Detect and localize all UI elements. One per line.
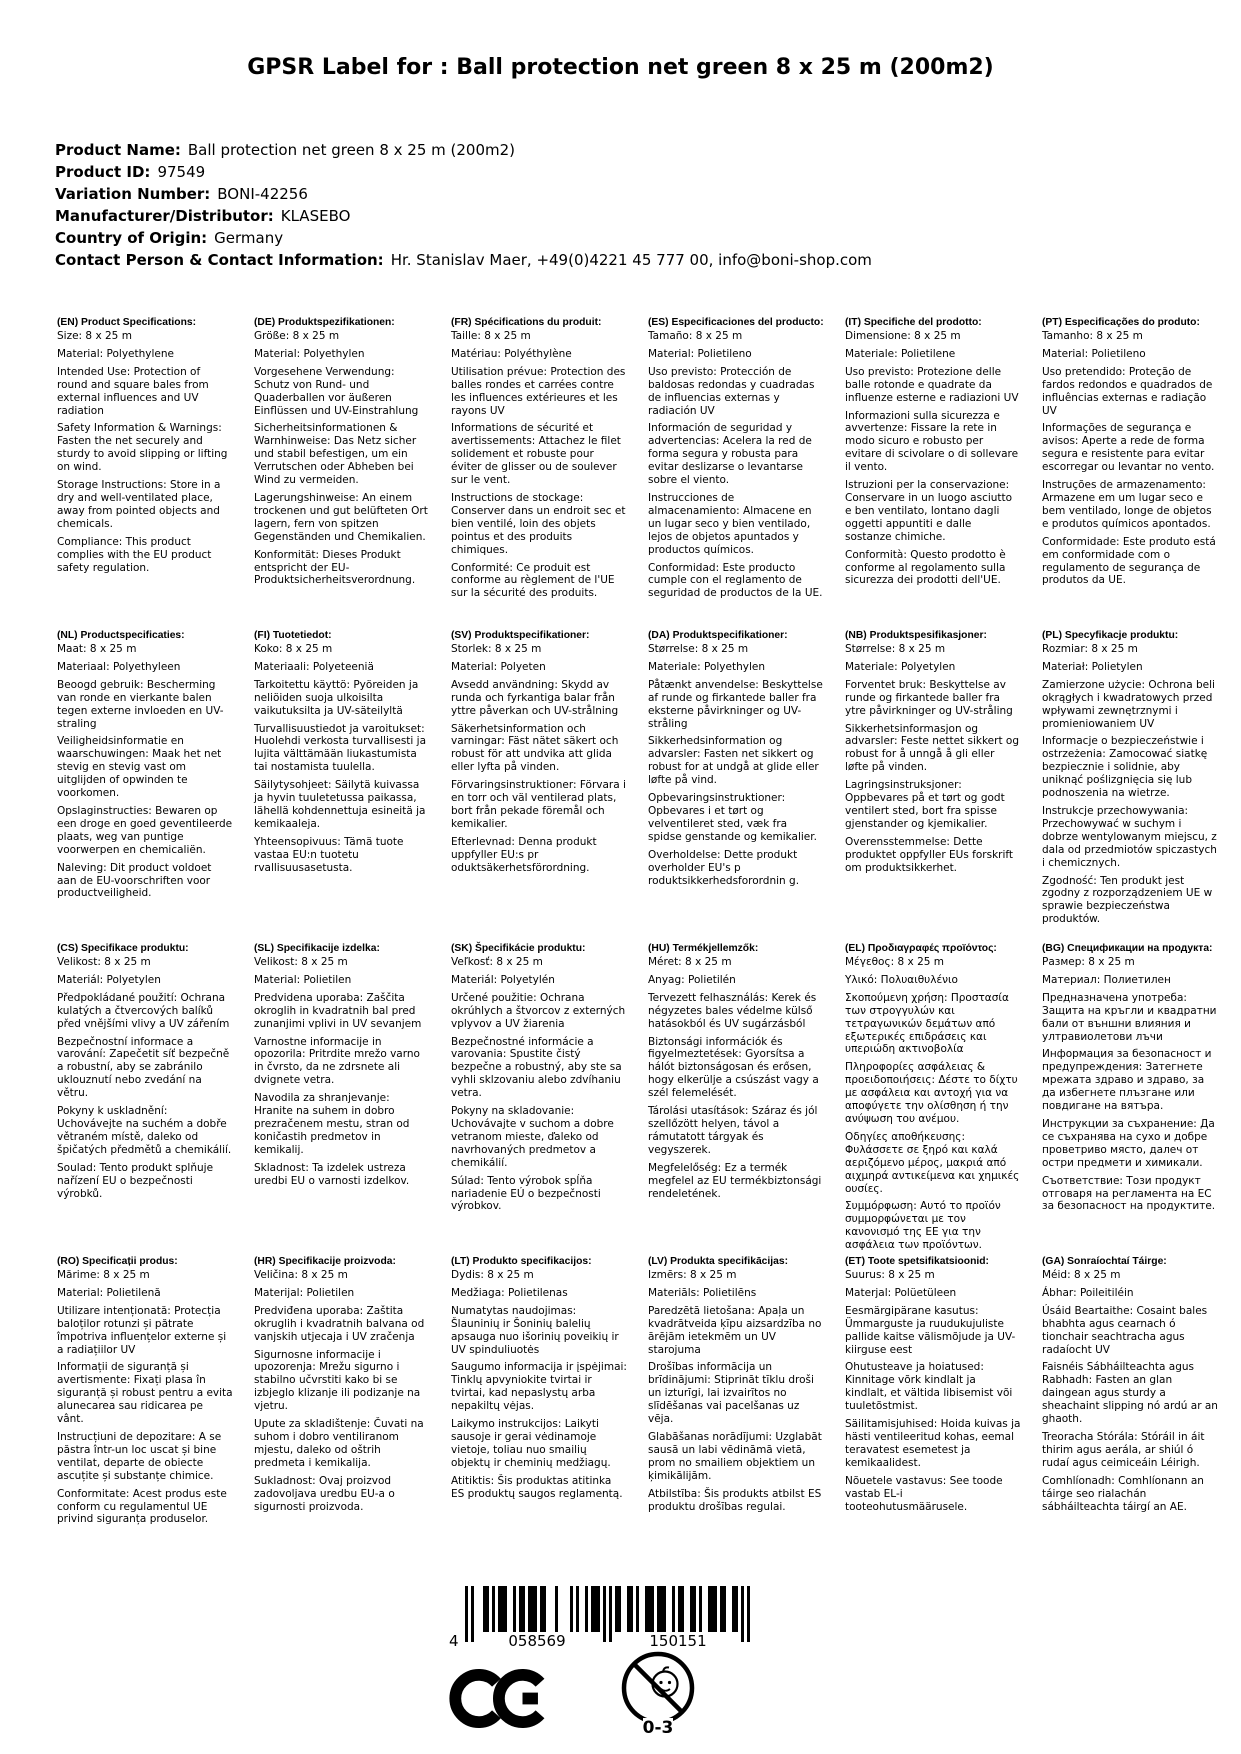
- barcode-digits: 4: [449, 1632, 459, 1650]
- spec-paragraph: Glabāšanas norādījumi: Uzglabāt sausā un labi vēdināmā vietā, prom no smailiem objektiem un ķimikālijām.: [648, 1430, 822, 1482]
- spec-paragraph: Bezpečnostné informácie a varovania: Spustite čistý bezpečne a robustný, aby ste sa vyhli sklzovaniu alebo zdvíhaniu vetra.: [451, 1035, 622, 1100]
- spec-paragraph: Ábhar: Poileitiléin: [1042, 1286, 1134, 1299]
- spec-paragraph: Tamanho: 8 x 25 m: [1042, 330, 1143, 342]
- spec-paragraph: Инструкции за съхранение: Да се съхранява на сухо и добре проветриво място, далеч от остри предмети и химикали.: [1042, 1117, 1215, 1169]
- spec-paragraph: Uso previsto: Protezione delle balle rotonde e quadrate da influenze esterne e radiazioni UV: [845, 365, 1019, 404]
- language-grid: [57, 316, 1223, 1568]
- lang-header: (GA) Sonraíochtaí Táirge:: [1042, 1256, 1167, 1267]
- spec-paragraph: Ohutusteave ja hoiatused: Kinnitage võrk kindlalt ja kindlalt, et vältida libisemist või tuuletõstmist.: [845, 1361, 1013, 1413]
- spec-paragraph: Suurus: 8 x 25 m: [845, 1269, 935, 1281]
- spec-paragraph: Předpokládané použití: Ochrana kulatých a čtvercových balíků před vnějšími vlivy a UV zářením: [57, 991, 230, 1030]
- info-row: [55, 183, 872, 205]
- spec-paragraph: Forventet bruk: Beskyttelse av runde og firkantede baller fra ytre påvirkninger og UV-stråling: [845, 678, 1013, 717]
- spec-paragraph: Säilitamisjuhised: Hoida kuivas ja hästi ventileeritud kohas, eemal teravatest esemetest ja kemikaalidest.: [845, 1418, 1021, 1469]
- spec-paragraph: Sikkerhedsinformation og advarsler: Fasten net sikkert og robust for at undgå at glide eller løfte på vind.: [648, 735, 819, 787]
- spec-paragraph: Súlad: Tento výrobok spĺňa nariadenie EÚ o bezpečnosti výrobkov.: [451, 1174, 601, 1213]
- product-info: [55, 139, 872, 271]
- lang-header: (CS) Specifikace produktu:: [57, 943, 189, 954]
- spec-paragraph: Conformitate: Acest produs este conform cu regulamentul UE privind siguranța produselor.: [57, 1487, 227, 1526]
- lang-block-sl: [254, 942, 430, 1255]
- spec-paragraph: Συμμόρφωση: Αυτό το προϊόν συμμορφώνεται με τον κανονισμό της ΕΕ για την ασφάλεια των προϊόντων.: [845, 1200, 1001, 1252]
- spec-paragraph: Säkerhetsinformation och varningar: Fäst nätet säkert och robust för att undvika att glida eller lyfta på vinden.: [451, 722, 619, 774]
- info-label: Product ID:: [55, 163, 151, 181]
- info-row: [55, 161, 872, 183]
- spec-paragraph: Material: Polietilenă: [57, 1286, 161, 1299]
- spec-paragraph: Πληροφορίες ασφάλειας & προειδοποιήσεις: Δέστε το δίχτυ με ασφάλεια και αντοχή για να αποφύγετε την ολίσθηση ή την ανύψωση του ανέμου.: [845, 1061, 1018, 1125]
- spec-paragraph: Sikkerhetsinformasjon og advarsler: Feste nettet sikkert og robust for å unngå å gli eller løfte på vinden.: [845, 722, 1019, 774]
- info-value: Hr. Stanislav Maer, +49(0)4221 45 777 00, info@boni-shop.com: [390, 251, 872, 269]
- spec-paragraph: Méret: 8 x 25 m: [648, 956, 732, 968]
- spec-paragraph: Konformität: Dieses Produkt entspricht der EU-Produktsicherheitsverordnung.: [254, 548, 416, 587]
- spec-paragraph: Predviđena uporaba: Zaštita okruglih i kvadratnih balvana od vanjskih utjecaja i UV zračenja: [254, 1304, 425, 1343]
- info-row: [55, 227, 872, 249]
- spec-paragraph: Dimensione: 8 x 25 m: [845, 330, 961, 342]
- spec-paragraph: Sukladnost: Ovaj proizvod zadovoljava uredbu EU-a o sigurnosti proizvoda.: [254, 1474, 395, 1513]
- lang-block-da: [648, 629, 824, 942]
- spec-paragraph: Matériau: Polyéthylène: [451, 347, 572, 360]
- spec-paragraph: Skladnost: Ta izdelek ustreza uredbi EU o varnosti izdelkov.: [254, 1161, 410, 1187]
- lang-block-hr: [254, 1255, 430, 1568]
- spec-paragraph: Vorgesehene Verwendung: Schutz von Rund- und Quaderballen vor äußeren Einflüssen und UV-Einstrahlung: [254, 365, 419, 417]
- spec-paragraph: Predvidena uporaba: Zaščita okroglih in kvadratnih bal pred zunanjimi vplivi in UV sevanjem: [254, 991, 422, 1030]
- spec-paragraph: Zamierzone użycie: Ochrona beli okrągłych i kwadratowych przed wpływami zewnętrznymi i promieniowaniem UV: [1042, 678, 1215, 730]
- spec-paragraph: Lagringsinstruksjoner: Oppbevares på et tørt og godt ventilert sted, bort fra spisse gjenstander og kjemikalier.: [845, 779, 1005, 830]
- spec-paragraph: Sigurnosne informacije i upozorenja: Mrežu sigurno i stabilno učvrstiti kako bi se izbjeglo klizanje ili podizanje na vjetru.: [254, 1348, 421, 1413]
- spec-paragraph: Materiāls: Polietilēns: [648, 1286, 757, 1299]
- spec-paragraph: Material: Polyeten: [451, 660, 546, 673]
- page-title: GPSR Label for : Ball protection net green 8 x 25 m (200m2): [247, 55, 994, 80]
- spec-paragraph: Предназначена употреба: Защита на кръгли и квадратни бали от външни влияния и ултравиолетови лъчи: [1042, 991, 1217, 1043]
- spec-paragraph: Informations de sécurité et avertissements: Attachez le filet solidement et robuste pour éviter de glisser ou de soulever sur le vent.: [451, 422, 621, 487]
- spec-paragraph: Størrelse: 8 x 25 m: [648, 643, 749, 655]
- lang-block-hu: [648, 942, 824, 1255]
- lang-header: (SK) Špecifikácie produktu:: [451, 943, 586, 954]
- lang-header: (ES) Especificaciones del producto:: [648, 317, 824, 328]
- spec-paragraph: Nõuetele vastavus: See toode vastab EL-i tooteohutusmäärusele.: [845, 1474, 1003, 1513]
- spec-paragraph: Koko: 8 x 25 m: [254, 643, 333, 655]
- spec-paragraph: Utilisation prévue: Protection des balles rondes et carrées contre les influences extérieures et les rayons UV: [451, 365, 626, 417]
- spec-paragraph: Yhteensopivuus: Tämä tuote vastaa EU:n tuotetu rvallisuusasetusta.: [254, 835, 404, 874]
- lang-block-es: [648, 316, 824, 629]
- info-row: [55, 205, 872, 227]
- lang-header: (FR) Spécifications du produit:: [451, 317, 602, 328]
- lang-block-fr: [451, 316, 627, 629]
- spec-paragraph: Naleving: Dit product voldoet aan de EU-voorschriften voor productveiligheid.: [57, 861, 212, 900]
- spec-paragraph: Storage Instructions: Store in a dry and well-ventilated place, away from pointed objects and chemicals.: [57, 479, 221, 530]
- spec-paragraph: Materiale: Polyethylen: [648, 660, 765, 673]
- info-row: [55, 249, 872, 271]
- spec-paragraph: Treoracha Stórála: Stóráil in áit thirim agus aerála, ar shiúl ó rudaí agus ceimiceáin Léirigh.: [1042, 1430, 1205, 1469]
- spec-paragraph: Größe: 8 x 25 m: [254, 330, 340, 342]
- lang-header: (ET) Toote spetsifikatsioonid:: [845, 1256, 989, 1267]
- spec-paragraph: Informații de siguranță și avertismente: Fixați plasa în siguranță și robust pentru a evita alunecarea sau ridicarea pe vânt.: [57, 1361, 233, 1426]
- spec-paragraph: Pokyny k uskladnění: Uchovávejte na suchém a dobře větraném místě, daleko od špičatých předmětů a chemikálií.: [57, 1105, 232, 1156]
- spec-paragraph: Materiál: Polyetylen: [57, 973, 161, 986]
- spec-paragraph: Soulad: Tento produkt splňuje nařízení EU o bezpečnosti výrobků.: [57, 1161, 214, 1200]
- spec-paragraph: Maat: 8 x 25 m: [57, 643, 137, 655]
- spec-paragraph: Instrucciones de almacenamiento: Almacene en un lugar seco y bien ventilado, lejos de objetos apuntados y productos químicos.: [648, 491, 812, 556]
- info-label: Country of Origin:: [55, 229, 208, 247]
- lang-block-de: [254, 316, 430, 629]
- spec-paragraph: Varnostne informacije in opozorila: Pritrdite mrežo varno in čvrsto, da ne zdrsnete ali dvignete vetra.: [254, 1035, 420, 1087]
- barcode-icon: [439, 1586, 753, 1652]
- spec-paragraph: Material: Polietileno: [1042, 347, 1146, 360]
- age-warning-0-3-icon: [618, 1646, 698, 1746]
- spec-paragraph: Comhlíonadh: Comhlíonann an táirge seo rialachán sábháilteachta táirgí an AE.: [1042, 1474, 1204, 1513]
- info-row: [55, 139, 872, 161]
- spec-paragraph: Размер: 8 x 25 m: [1042, 956, 1135, 968]
- lang-header: (FI) Tuotetiedot:: [254, 630, 332, 641]
- lang-block-el: [845, 942, 1021, 1255]
- spec-paragraph: Upute za skladištenje: Čuvati na suhom i dobro ventiliranom mjestu, daleko od oštrih predmeta i kemikalija.: [254, 1418, 424, 1469]
- info-value: Ball protection net green 8 x 25 m (200m2): [187, 141, 516, 159]
- spec-paragraph: Laikymo instrukcijos: Laikyti sausoje ir gerai vėdinamoje vietoje, toliau nuo smailių objektų ir cheminių medžiagų.: [451, 1418, 611, 1469]
- lang-header: (LT) Produkto specifikacijos:: [451, 1256, 592, 1267]
- spec-paragraph: Istruzioni per la conservazione: Conservare in un luogo asciutto e ben ventilato, lontano dagli oggetti appuntiti e dalle sostanze chimiche.: [845, 479, 1013, 543]
- spec-paragraph: Informacje o bezpieczeństwie i ostrzeżenia: Zamocować siatkę bezpiecznie i solidnie, aby uniknąć poślizgnięcia się lub podnoszenia na wietrze.: [1042, 735, 1208, 800]
- spec-paragraph: Tarkoitettu käyttö: Pyöreiden ja neliöiden suoja ulkoisilta vaikutuksilta ja UV-säteilyltä: [254, 678, 419, 717]
- spec-paragraph: Dydis: 8 x 25 m: [451, 1269, 534, 1281]
- lang-header: (SV) Produktspecifikationer:: [451, 630, 590, 641]
- lang-header: (EL) Προδιαγραφές προϊόντος:: [845, 943, 997, 954]
- lang-header: (EN) Product Specifications:: [57, 317, 197, 328]
- spec-paragraph: Съответствие: Този продукт отговаря на регламента на ЕС за безопасност на продуктите.: [1042, 1174, 1216, 1213]
- spec-paragraph: Opbevaringsinstruktioner: Opbevares i et tørt og velventileret sted, væk fra spidse genstande og kemikalier.: [648, 792, 817, 843]
- spec-paragraph: Informazioni sulla sicurezza e avvertenze: Fissare la rete in modo sicuro e robusto per evitare di scivolare o di sollevare il vento.: [845, 409, 1019, 474]
- info-label: Product Name:: [55, 141, 181, 159]
- lang-header: (NL) Productspecificaties:: [57, 630, 185, 641]
- lang-block-nl: [57, 629, 233, 942]
- lang-block-en: [57, 316, 233, 629]
- lang-header: (RO) Specificații produs:: [57, 1256, 178, 1267]
- spec-paragraph: Størrelse: 8 x 25 m: [845, 643, 946, 655]
- spec-paragraph: Instrukcje przechowywania: Przechowywać w suchym i dobrze wentylowanym miejscu, z dala od przedmiotów spiczastych i chemicznych.: [1042, 804, 1217, 869]
- info-value: BONI-42256: [217, 185, 308, 203]
- spec-paragraph: Materiaal: Polyethyleen: [57, 660, 181, 673]
- info-value: Germany: [214, 229, 284, 247]
- spec-paragraph: Opslaginstructies: Bewaren op een droge en goed geventileerde plaats, weg van puntige voorwerpen en chemicaliën.: [57, 804, 233, 856]
- spec-paragraph: Medžiaga: Polietilenas: [451, 1286, 568, 1299]
- spec-paragraph: Navodila za shranjevanje: Hranite na suhem in dobro prezračenem mestu, stran od koničastih predmetov in kemikalij.: [254, 1092, 410, 1156]
- spec-paragraph: Intended Use: Protection of round and square bales from external influences and UV radiation: [57, 365, 209, 417]
- spec-paragraph: Efterlevnad: Denna produkt uppfyller EU:s pr oduktsäkerhetsförordning.: [451, 835, 597, 874]
- spec-paragraph: Instruções de armazenamento: Armazene em um lugar seco e bem ventilado, longe de objetos e produtos químicos apontados.: [1042, 479, 1212, 530]
- spec-paragraph: Conformidad: Este producto cumple con el reglamento de seguridad de productos de la UE.: [648, 561, 823, 600]
- lang-header: (IT) Specifiche del prodotto:: [845, 317, 982, 328]
- spec-paragraph: Taille: 8 x 25 m: [451, 330, 531, 342]
- spec-paragraph: Lagerungshinweise: An einem trockenen und gut belüfteten Ort lagern, fern von spitzen Gegenständen und Chemikalien.: [254, 491, 428, 543]
- lang-block-et: [845, 1255, 1021, 1568]
- lang-header: (LV) Produkta specifikācijas:: [648, 1256, 789, 1267]
- lang-block-sv: [451, 629, 627, 942]
- spec-paragraph: Utilizare intenționată: Protecția baloților rotunzi și pătrate împotriva influențelor externe și a radiațiilor UV: [57, 1304, 227, 1356]
- spec-paragraph: Drošības informācija un brīdinājumi: Stiprināt tīklu droši un izturīgi, lai izvairītos no slīdēšanas vai pacelšanas uz vēja.: [648, 1361, 814, 1426]
- spec-paragraph: Materijal: Polietilen: [254, 1286, 355, 1299]
- info-label: Manufacturer/Distributor:: [55, 207, 274, 225]
- spec-paragraph: Materiale: Polyetylen: [845, 660, 956, 673]
- lang-header: (HR) Specifikacije proizvoda:: [254, 1256, 396, 1267]
- spec-paragraph: Určené použitie: Ochrana okrúhlych a štvorcov z externých vplyvov a UV žiarenia: [451, 991, 626, 1030]
- spec-paragraph: Méid: 8 x 25 m: [1042, 1269, 1121, 1281]
- lang-block-bg: [1042, 942, 1218, 1255]
- lang-header: (DE) Produktspezifikationen:: [254, 317, 395, 328]
- spec-paragraph: Uso pretendido: Proteção de fardos redondos e quadrados de influências externas e radiação UV: [1042, 365, 1213, 417]
- spec-paragraph: Anyag: Polietilén: [648, 973, 736, 986]
- spec-paragraph: Οδηγίες αποθήκευσης: Φυλάσσετε σε ξηρό και καλά αεριζόμενο μέρος, μακριά από αιχμηρά αντικείμενα και χημικές ουσίες.: [845, 1130, 1020, 1195]
- spec-paragraph: Atitiktis: Šis produktas atitinka ES produktų saugos reglamentą.: [451, 1474, 623, 1500]
- lang-header: (SL) Specifikacije izdelka:: [254, 943, 380, 954]
- ce-mark-icon: [448, 1664, 548, 1733]
- lang-block-pl: [1042, 629, 1218, 942]
- spec-paragraph: Bezpečnostní informace a varování: Zapečetit síť bezpečně a robustní, aby se zabránilo uklouznutí nebo zvedání na větru.: [57, 1035, 230, 1100]
- spec-paragraph: Material: Polietilen: [254, 973, 352, 986]
- spec-paragraph: Påtænkt anvendelse: Beskyttelse af runde og firkantede baller fra eksterne påvirkninger og UV-stråling: [648, 678, 823, 730]
- spec-paragraph: Zgodność: Ten produkt jest zgodny z rozporządzeniem UE w sprawie bezpieczeństwa produktów.: [1042, 874, 1213, 926]
- lang-block-ga: [1042, 1255, 1218, 1568]
- lang-block-lt: [451, 1255, 627, 1568]
- spec-paragraph: Material: Polyethylen: [254, 347, 365, 360]
- spec-paragraph: Materiał: Polietylen: [1042, 660, 1143, 673]
- lang-header: (NB) Produktspesifikasjoner:: [845, 630, 987, 641]
- spec-paragraph: Megfelelőség: Ez a termék megfelel az EU termékbiztonsági rendeletének.: [648, 1161, 822, 1200]
- spec-paragraph: Size: 8 x 25 m: [57, 330, 132, 342]
- info-value: 97549: [157, 163, 206, 181]
- spec-paragraph: Conformité: Ce produit est conforme au règlement de l'UE sur la sécurité des produits.: [451, 561, 615, 600]
- lang-header: (PT) Especificações do produto:: [1042, 317, 1200, 328]
- lang-block-cs: [57, 942, 233, 1255]
- spec-paragraph: Υλικό: Πολυαιθυλένιο: [845, 973, 958, 986]
- spec-paragraph: Saugumo informacija ir įspėjimai: Tinklų apvyniokite tvirtai ir tvirtai, kad nepaslystų arba nepakiltų vėjas.: [451, 1361, 627, 1413]
- barcode-digits: 058569: [508, 1632, 566, 1650]
- spec-paragraph: Förvaringsinstruktioner: Förvara i en torr och väl ventilerad plats, bort från pekade föremål och kemikalier.: [451, 779, 626, 830]
- spec-paragraph: Avsedd användning: Skydd av runda och fyrkantiga balar från yttre påverkan och UV-strålning: [451, 678, 619, 717]
- info-label: Contact Person & Contact Information:: [55, 251, 384, 269]
- spec-paragraph: Conformità: Questo prodotto è conforme al regolamento sulla sicurezza dei prodotti dell'UE.: [845, 548, 1006, 587]
- spec-paragraph: Turvallisuustiedot ja varoitukset: Huolehdi verkosta turvallisesti ja lujita välttämään liukastumista tai nostamista tuulella.: [254, 722, 427, 774]
- spec-paragraph: Материал: Полиетилен: [1042, 973, 1171, 986]
- barcode-digits: 150151: [649, 1632, 707, 1650]
- spec-paragraph: Velikost: 8 x 25 m: [254, 956, 348, 968]
- lang-block-ro: [57, 1255, 233, 1568]
- spec-paragraph: Materiál: Polyetylén: [451, 973, 555, 986]
- spec-paragraph: Σκοπούμενη χρήση: Προστασία των στρογγυλών και τετραγωνικών δεμάτων από εξωτερικές επιδράσεις και υπεριώδη ακτινοβολία: [845, 991, 1009, 1056]
- spec-paragraph: Информация за безопасност и предупреждения: Затегнете мрежата здраво и здраво, за да избегнете плъзгане или повдигане на вятъра.: [1042, 1048, 1212, 1113]
- spec-paragraph: Atbilstība: Šis produkts atbilst ES produktu drošības regulai.: [648, 1487, 822, 1513]
- lang-header: (HU) Termékjellemzők:: [648, 943, 759, 954]
- spec-paragraph: Instrucțiuni de depozitare: A se păstra într-un loc uscat și bine ventilat, departe de obiecte ascuțite și substanțe chimice.: [57, 1430, 222, 1482]
- lang-header: (PL) Specyfikacje produktu:: [1042, 630, 1179, 641]
- spec-paragraph: Materiaali: Polyeteeniä: [254, 660, 374, 673]
- info-label: Variation Number:: [55, 185, 211, 203]
- lang-block-nb: [845, 629, 1021, 942]
- lang-block-sk: [451, 942, 627, 1255]
- lang-block-lv: [648, 1255, 824, 1568]
- info-value: KLASEBO: [280, 207, 351, 225]
- spec-paragraph: Numatytas naudojimas: Šlauninių ir Šoninių balelių apsauga nuo išorinių poveikių ir UV spinduliuotės: [451, 1304, 619, 1356]
- spec-paragraph: Conformidade: Este produto está em conformidade com o regulamento de segurança de produtos da UE.: [1042, 535, 1216, 587]
- spec-paragraph: Veličina: 8 x 25 m: [254, 1269, 348, 1281]
- spec-paragraph: Material: Polietileno: [648, 347, 752, 360]
- lang-block-pt: [1042, 316, 1218, 629]
- spec-paragraph: Veľkosť: 8 x 25 m: [451, 956, 543, 968]
- spec-paragraph: Μέγεθος: 8 x 25 m: [845, 956, 945, 968]
- spec-paragraph: Informações de segurança e avisos: Aperte a rede de forma segura e resistente para evitar escorregar ou levantar no vento.: [1042, 422, 1215, 474]
- spec-paragraph: Veiligheidsinformatie en waarschuwingen: Maak het net stevig en stevig vast om uitglijden of opwinden te voorkomen.: [57, 735, 222, 800]
- spec-paragraph: Materjal: Polüetüleen: [845, 1286, 957, 1299]
- spec-paragraph: Pokyny na skladovanie: Uchovávajte v suchom a dobre vetranom mieste, ďaleko od navrhovaných predmetov a chemikálií.: [451, 1105, 614, 1169]
- spec-paragraph: Säilytysohjeet: Säilytä kuivassa ja hyvin tuuletetussa paikassa, lähellä kohdennettuja esineitä ja kemikaaleja.: [254, 779, 426, 830]
- spec-paragraph: Tárolási utasítások: Száraz és jól szellőzött helyen, távol a rámutatott tárgyak és vegyszerek.: [648, 1105, 818, 1156]
- lang-header: (BG) Спецификации на продукта:: [1042, 943, 1213, 954]
- spec-paragraph: Faisnéis Sábháilteachta agus Rabhadh: Fasten an glan daingean agus sturdy a sheachaint slipping nó ardú ar an ghaoth.: [1042, 1361, 1218, 1426]
- lang-block-it: [845, 316, 1021, 629]
- spec-paragraph: Storlek: 8 x 25 m: [451, 643, 542, 655]
- lang-block-fi: [254, 629, 430, 942]
- spec-paragraph: Biztonsági információk és figyelmeztetések: Gyorsítsa a hálót biztonságosan és erősen, hogy elkerülje a csúszást vagy a szél felemelését.: [648, 1035, 819, 1100]
- spec-paragraph: Uso previsto: Protección de baldosas redondas y cuadradas de influencias externas y radiación UV: [648, 365, 815, 417]
- spec-paragraph: Úsáid Beartaithe: Cosaint bales bhabhta agus cearnach ó tionchair seachtracha agus radaíocht UV: [1042, 1304, 1208, 1356]
- spec-paragraph: Paredzētā lietošana: Apaļa un kvadrātveida ķīpu aizsardzība no ārējām ietekmēm un UV starojuma: [648, 1304, 822, 1356]
- spec-paragraph: Overensstemmelse: Dette produktet oppfyller EUs forskrift om produktsikkerhet.: [845, 835, 1014, 874]
- spec-paragraph: Velikost: 8 x 25 m: [57, 956, 151, 968]
- spec-paragraph: Rozmiar: 8 x 25 m: [1042, 643, 1138, 655]
- spec-paragraph: Tervezett felhasználás: Kerek és négyzetes bales védelme külső hatásokból és UV sugárzásból: [648, 991, 817, 1030]
- spec-paragraph: Sicherheitsinformationen & Warnhinweise: Das Netz sicher und stabil befestigen, um ein Verrutschen oder Abheben bei Wind zu vermeiden.: [254, 422, 417, 487]
- spec-paragraph: Eesmärgipärane kasutus: Ümmarguste ja ruudukujuliste pallide kaitse välismõjude ja UV-kiirguse eest: [845, 1304, 1016, 1356]
- spec-paragraph: Mărime: 8 x 25 m: [57, 1269, 150, 1281]
- age-warning-label: 0-3: [642, 1718, 674, 1738]
- ean-barcode: [439, 1586, 753, 1656]
- spec-paragraph: Material: Polyethylene: [57, 347, 174, 360]
- spec-paragraph: Safety Information & Warnings: Fasten the net securely and sturdy to avoid slipping or lifting on wind.: [57, 422, 228, 474]
- spec-paragraph: Instructions de stockage: Conserver dans un endroit sec et bien ventilé, loin des objets pointus et des produits chimiques.: [451, 491, 626, 556]
- lang-header: (DA) Produktspecifikationer:: [648, 630, 788, 641]
- spec-paragraph: Materiale: Polietilene: [845, 347, 956, 360]
- spec-paragraph: Beoogd gebruik: Bescherming van ronde en vierkante balen tegen externe invloeden en UV-straling: [57, 678, 224, 730]
- spec-paragraph: Información de seguridad y advertencias: Acelera la red de forma segura y robusta para evitar deslizarse o levantarse sobre el viento.: [648, 422, 812, 487]
- spec-paragraph: Overholdelse: Dette produkt overholder EU's p roduktsikkerhedsforordnin g.: [648, 848, 800, 887]
- spec-paragraph: Tamaño: 8 x 25 m: [648, 330, 743, 342]
- spec-paragraph: Izmērs: 8 x 25 m: [648, 1269, 737, 1281]
- spec-paragraph: Compliance: This product complies with the EU product safety regulation.: [57, 535, 212, 574]
